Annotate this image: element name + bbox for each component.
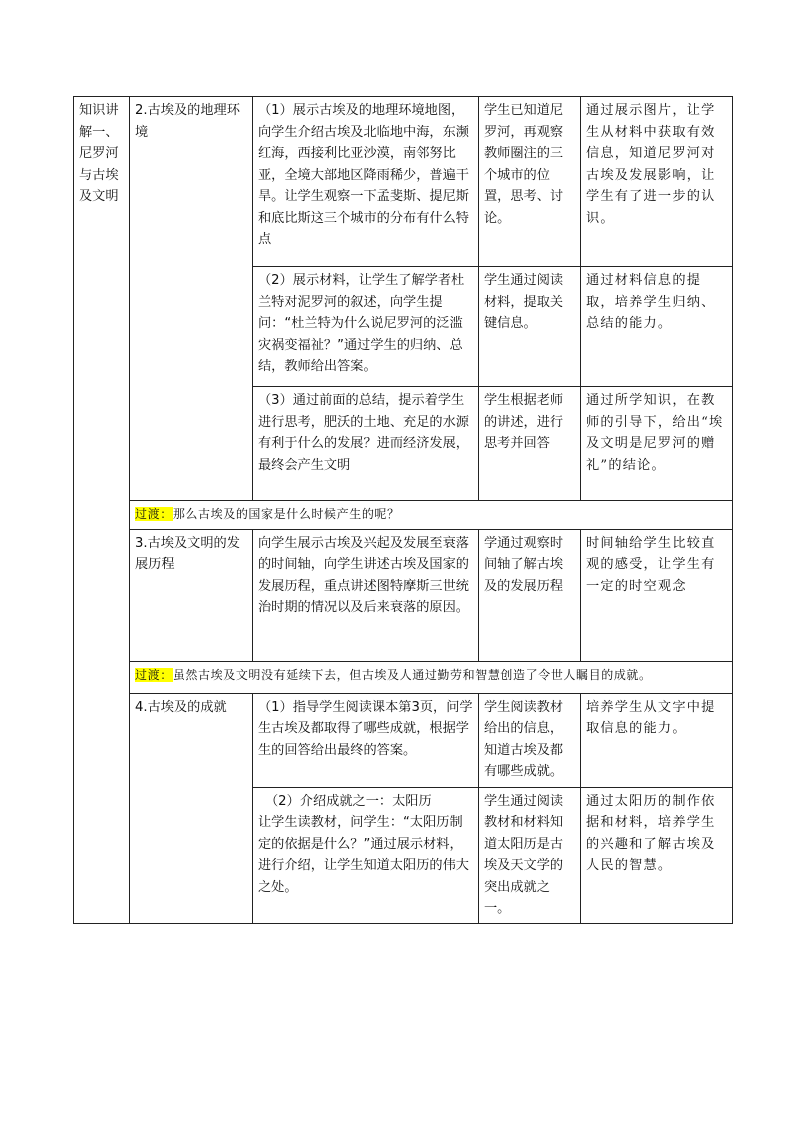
purpose-cell: 时间轴给学生比较直观的感受，让学生有一定的时空观念 xyxy=(581,529,733,661)
section-title-cell: 4.古埃及的成就 xyxy=(130,693,253,923)
activity-cell: （3）通过前面的总结，提示着学生进行思考，肥沃的土地、充足的水源有利于什么的发展？进而经济发展，最终会产生文明 xyxy=(253,387,479,501)
activity-body: 让学生读教材，问学生：“太阳历制定的依据是什么？”通过展示材料，进行介绍，让学生知道太阳历的伟大之处。 xyxy=(258,815,469,895)
purpose-cell: 通过材料信息的提取，培养学生归纳、总结的能力。 xyxy=(581,267,733,387)
transition-label: 过渡： xyxy=(135,667,173,682)
student-cell: 学生已知道尼罗河，再观察教师圈注的三个城市的位置，思考、讨论。 xyxy=(479,97,581,267)
transition-cell xyxy=(130,501,733,530)
student-cell: 学生通过阅读教材和材料知道太阳历是古埃及天文学的突出成就之一。 xyxy=(479,787,581,923)
transition-text: 那么古埃及的国家是什么时候产生的呢？ xyxy=(172,507,400,521)
transition-label: 过渡： xyxy=(135,507,173,521)
transition-cell xyxy=(130,661,733,693)
activity-cell: （1）指导学生阅读课本第3页，问学生古埃及都取得了哪些成就，根据学生的回答给出最终的答案。 xyxy=(253,693,479,787)
table-row xyxy=(74,693,733,787)
activity-cell xyxy=(253,787,479,923)
purpose-cell: 通过展示图片，让学生从材料中获取有效信息，知道尼罗河对古埃及发展影响，让学生有了进一步的认识。 xyxy=(581,97,733,267)
student-cell: 学通过观察时间轴了解古埃及的发展历程 xyxy=(479,529,581,661)
activity-cell: （1）展示古埃及的地理环境地图，向学生介绍古埃及北临地中海，东濒红海，西接利比亚沙漠，南邻努比亚，全境大部地区降雨稀少，普遍干旱。让学生观察一下孟斐斯、提尼斯和底比斯这三个城市的分布有什么特点 xyxy=(253,97,479,267)
activity-cell: （2）展示材料，让学生了解学者杜兰特对泥罗河的叙述，向学生提问：“杜兰特为什么说尼罗河的泛滥灾祸变福祉？”通过学生的归纳、总结，教师给出答案。 xyxy=(253,267,479,387)
purpose-cell: 通过所学知识，在教师的引导下，给出“埃及文明是尼罗河的赠礼”的结论。 xyxy=(581,387,733,501)
student-cell: 学生通过阅读材料，提取关键信息。 xyxy=(479,267,581,387)
table-row xyxy=(74,97,733,267)
purpose-cell: 通过太阳历的制作依据和材料，培养学生的兴趣和了解古埃及人民的智慧。 xyxy=(581,787,733,923)
section-title-cell: 3.古埃及文明的发展历程 xyxy=(130,529,253,661)
activity-cell: 向学生展示古埃及兴起及发展至衰落的时间轴，向学生讲述古埃及国家的发展历程，重点讲述图特摩斯三世统治时期的情况以及后来衰落的原因。 xyxy=(253,529,479,661)
lesson-plan-table xyxy=(73,96,733,924)
transition-row xyxy=(74,661,733,693)
activity-heading: （2）介绍成就之一：太阳历 xyxy=(265,793,432,809)
knowledge-label-cell: 知识讲解一、尼罗河与古埃及文明 xyxy=(74,97,130,924)
transition-row xyxy=(74,501,733,530)
student-cell: 学生根据老师的讲述，进行思考并回答 xyxy=(479,387,581,501)
purpose-cell: 培养学生从文字中提取信息的能力。 xyxy=(581,693,733,787)
transition-text: 虽然古埃及文明没有延续下去，但古埃及人通过勤劳和智慧创造了令世人瞩目的成就。 xyxy=(172,667,652,682)
section-title-cell: 2.古埃及的地理环境 xyxy=(130,97,253,501)
table-row xyxy=(74,529,733,661)
student-cell: 学生阅读教材给出的信息，知道古埃及都有哪些成就。 xyxy=(479,693,581,787)
